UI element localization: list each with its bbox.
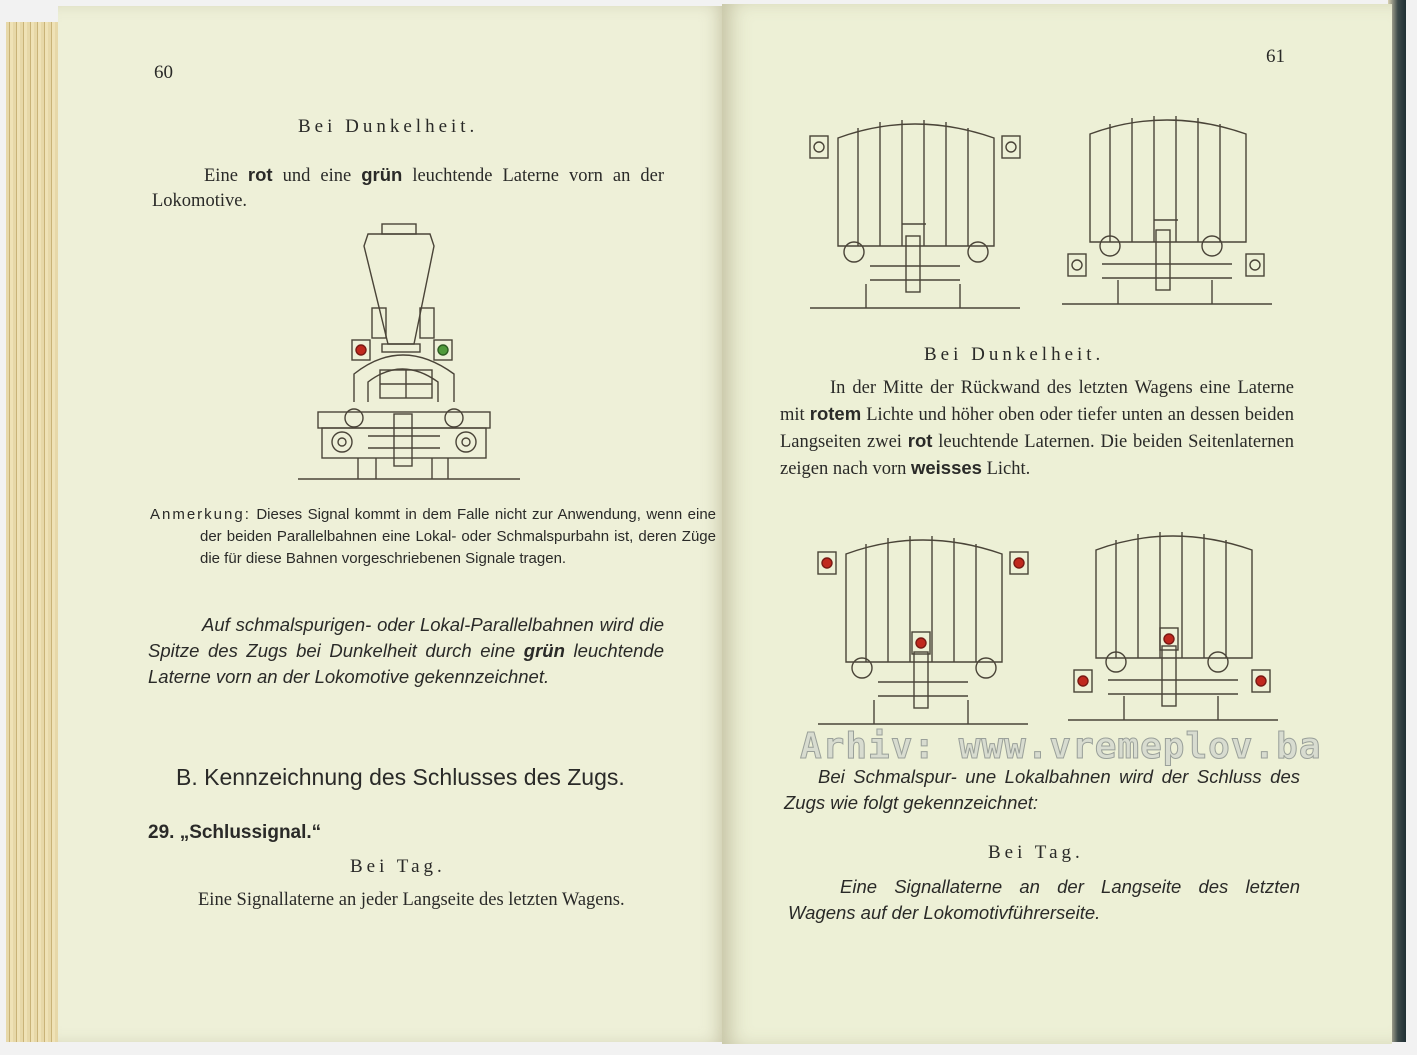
wagon-rear-figure-2	[1062, 112, 1272, 312]
subsection-heading: 29. „Schlussignal.“	[148, 822, 322, 843]
heading-darkness: Bei Dunkelheit.	[298, 116, 479, 137]
wagon-rear-figure-4	[1068, 528, 1278, 728]
locomotive-front-figure	[298, 224, 520, 486]
paragraph-darkness: In der Mitte der Rückwand des letzten Wagens eine Laterne mit rotem Lichte und höher oben oder tiefer unten an dessen beiden Langseiten zwei rot leuchtende Laternen. Die beiden Seitenlaternen zeigen nach vorn weisses Licht.	[780, 378, 1295, 479]
wagon-rear-figure-1	[810, 116, 1020, 316]
italic-paragraph-day: Eine Signallaterne an der Langseite des letzten Wagens auf der Lokomotivführerseite.	[788, 876, 1300, 923]
heading-day: Bei Tag.	[988, 842, 1084, 863]
paragraph-day: Eine Signallaterne an jeder Langseite des letzten Wagens.	[198, 890, 625, 910]
paragraph-darkness: Eine rot und eine grün leuchtende Laterne vorn an der Lokomotive.	[152, 164, 664, 211]
page-edges	[6, 22, 62, 1042]
left-page	[58, 6, 726, 1042]
annotation-note: Anmerkung: Dieses Signal kommt in dem Falle nicht zur Anwendung, wenn eine der beiden Parallelbahnen eine Lokal- oder Schmalspurbahn ist, deren Züge die für diese Bahnen vorgeschriebenen Signale tragen.	[150, 506, 716, 567]
italic-paragraph: Bei Schmalspur- une Lokalbahnen wird der Schluss des Zugs wie folgt gekennzeichnet:	[784, 766, 1300, 813]
italic-paragraph: Auf schmalspurigen- oder Lokal-Parallelbahnen wird die Spitze des Zugs bei Dunkelheit durch eine grün leuchtende Laterne vorn an der Lokomotive gekennzeichnet.	[148, 614, 664, 687]
watermark: Arhiv: www.vremeplov.ba	[800, 726, 1322, 767]
section-heading: B. Kennzeichnung des Schlusses des Zugs.	[176, 764, 625, 790]
page-number: 60	[154, 62, 173, 83]
right-page	[722, 4, 1392, 1044]
heading-darkness: Bei Dunkelheit.	[924, 344, 1105, 365]
heading-day: Bei Tag.	[350, 856, 446, 877]
page-number: 61	[1266, 46, 1285, 67]
wagon-rear-figure-3	[818, 532, 1028, 732]
